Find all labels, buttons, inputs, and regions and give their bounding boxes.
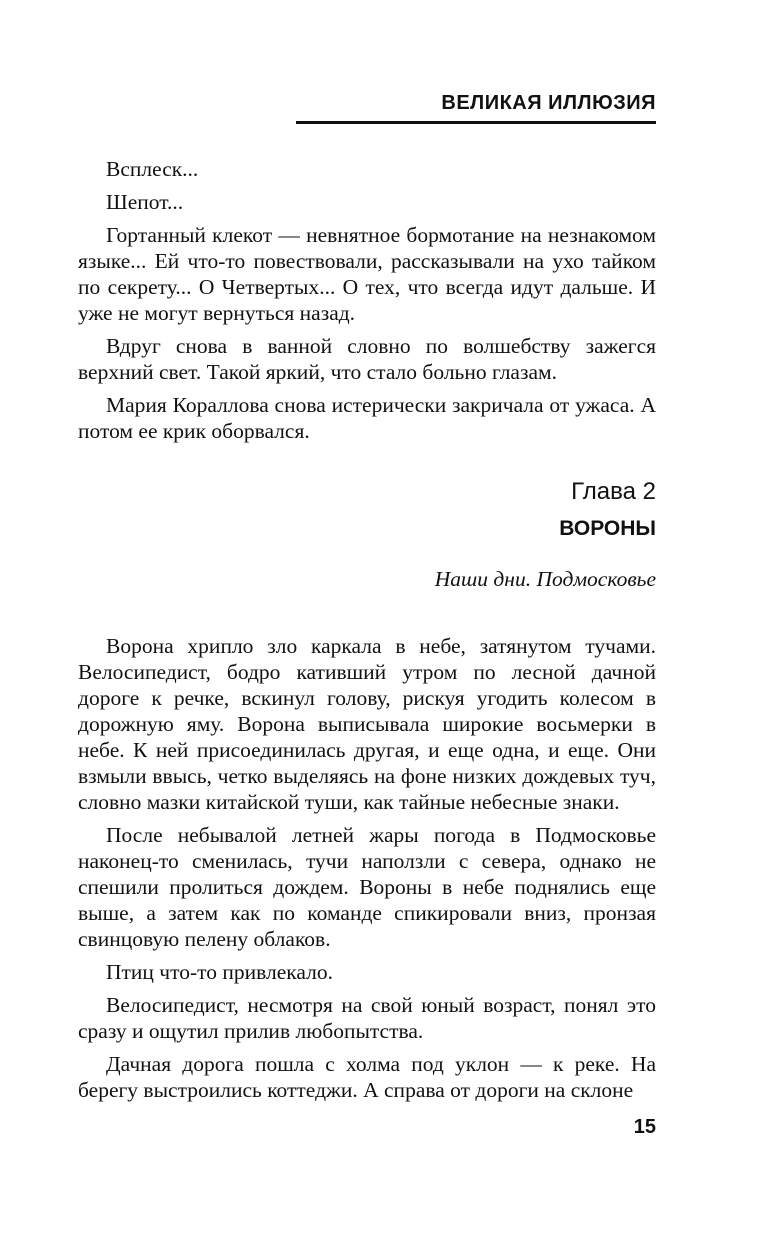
- paragraph: Мария Кораллова снова истерически закричала от ужаса. А потом ее крик оборвался.: [78, 393, 656, 443]
- paragraph: Гортанный клекот — невнятное бормотание на незнакомом языке... Ей что-то повествовали, рассказывали на ухо тайком по секрету... О Четвертых... О тех, что всегда идут дальше. И уже не могут вернуться назад.: [78, 223, 656, 325]
- paragraph: Шепот...: [106, 190, 184, 214]
- paragraph: Ворона хрипло зло каркала в небе, затянутом тучами. Велосипедист, бодро кативший утром по лесной дачной дороге к речке, вскинул голову, рискуя угодить колесом в дорожную яму. Ворона выписывала широкие восьмерки в небе. К ней присоединилась другая, и еще одна, и еще. Они взмыли ввысь, четко выделяясь на фоне низких дождевых туч, словно мазки китайской туши, как тайные небесные знаки.: [78, 634, 656, 814]
- text-section-chapter-body: [78, 633, 656, 1103]
- paragraph: Велосипедист, несмотря на свой юный возраст, понял это сразу и ощутил прилив любопытства.: [78, 993, 656, 1043]
- page-number: 15: [633, 1116, 656, 1138]
- text-section-before-chapter: [78, 156, 656, 444]
- running-head-title: ВЕЛИКАЯ ИЛЛЮЗИЯ: [441, 92, 656, 114]
- paragraph: Вдруг снова в ванной словно по волшебству зажегся верхний свет. Такой яркий, что стало больно глазам.: [78, 334, 656, 384]
- chapter-epigraph: Наши дни. Подмосковье: [434, 567, 656, 591]
- paragraph: Дачная дорога пошла с холма под уклон — к реке. На берегу выстроились коттеджи. А справа от дороги на склоне: [78, 1052, 656, 1102]
- header-rule: [296, 121, 656, 124]
- paragraph: Птиц что-то привлекало.: [106, 960, 333, 984]
- paragraph: После небывалой летней жары погода в Подмосковье наконец-то сменилась, тучи наползли с севера, однако не спешили пролиться дождем. Вороны в небе поднялись еще выше, а затем как по команде спикировали вниз, пронзая свинцовую пелену облаков.: [78, 823, 656, 951]
- chapter-title: ВОРОНЫ: [559, 517, 656, 540]
- paragraph: Всплеск...: [106, 157, 199, 181]
- chapter-label: Глава 2: [571, 478, 656, 505]
